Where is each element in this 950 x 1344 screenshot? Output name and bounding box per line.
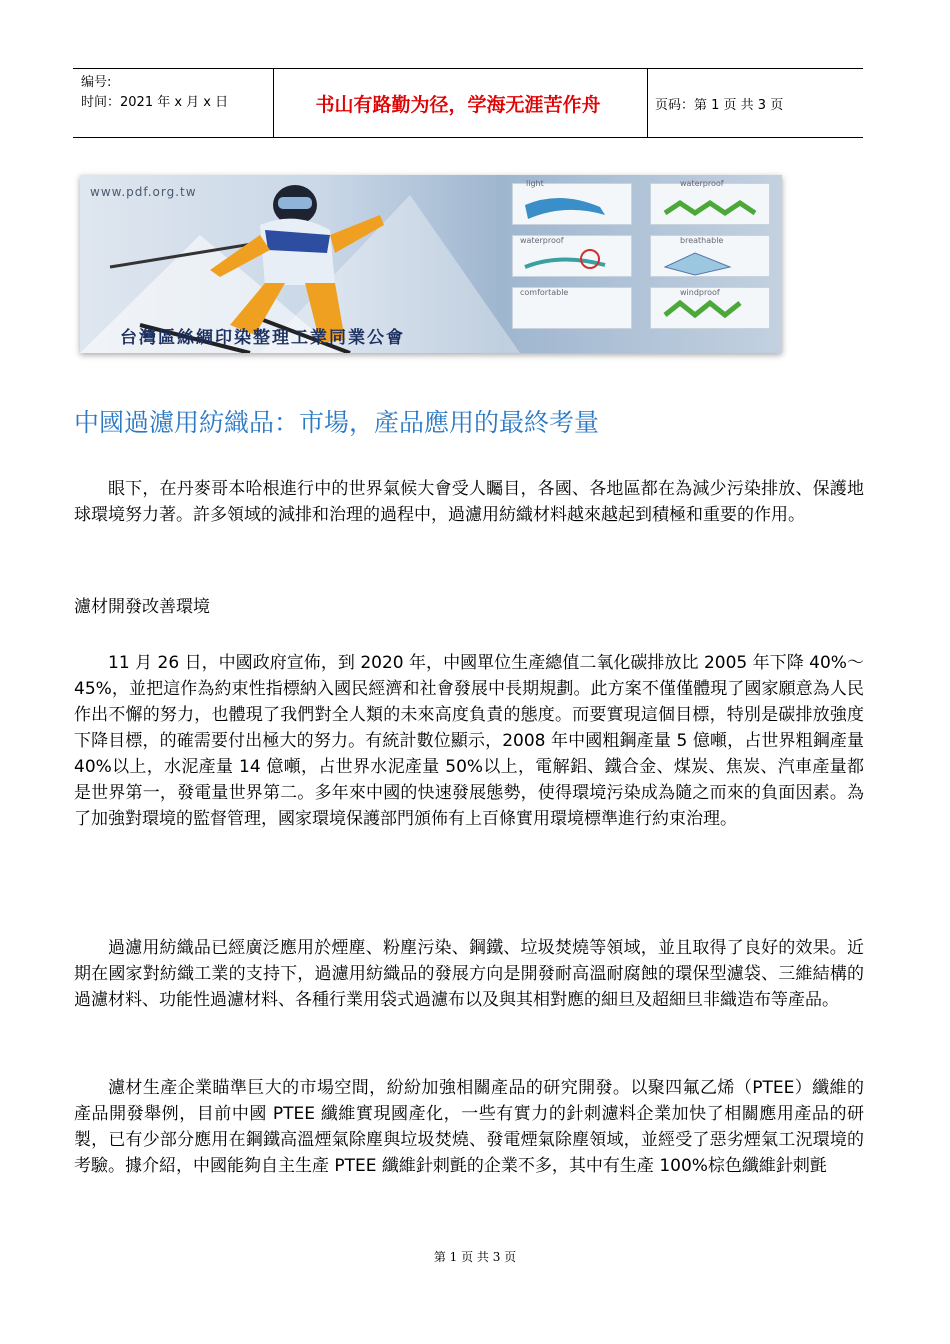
banner-organization-name: 台灣區絲綢印染整理工業同業公會 bbox=[120, 328, 405, 348]
paragraph-ptfe: 濾材生產企業瞄準巨大的市場空間，紛紛加強相關產品的研究開發。以聚四氟乙烯（PTEE）纖維的產品開發舉例，目前中國 PTEE 纖維實現國產化，一些有實力的針刺濾料企業加快了相關應用產品的研製，已有少部分應用在鋼鐵高溫煙氣除塵與垃圾焚燒、發電煙氣除塵領域，並經受了惡劣煙氣工況環境的考驗。據介紹，中國能夠自主生產 PTEE 纖維針刺氈的企業不多，其中有生產 100%棕色纖維針刺氈 bbox=[74, 1078, 864, 1176]
panel-label-waterproof-top: waterproof bbox=[680, 179, 724, 188]
article-title: 中國過濾用紡織品：市場，產品應用的最終考量 bbox=[74, 408, 600, 437]
header-meta bbox=[81, 73, 271, 113]
paragraph-applications: 過濾用紡織品已經廣泛應用於煙塵、粉塵污染、鋼鐵、垃圾焚燒等領域，並且取得了良好的效果。近期在國家對紡織工業的支持下，過濾用紡織品的發展方向是開發耐高溫耐腐蝕的環保型濾袋、三維結構的過濾材料、功能性過濾材料、各種行業用袋式過濾布以及與其相對應的細旦及超細旦非織造布等產品。 bbox=[74, 938, 864, 1010]
header-motto: 书山有路勤为径，学海无涯苦作舟 bbox=[315, 93, 601, 116]
panel-label-breathable: breathable bbox=[680, 236, 724, 245]
panel-label-comfortable: comfortable bbox=[520, 288, 569, 297]
panel-label-windproof: windproof bbox=[680, 288, 720, 297]
time-label: 时间：2021 年 x 月 x 日 bbox=[81, 95, 229, 110]
number-label: 编号: bbox=[81, 75, 112, 90]
header-page-info: 页码：第 1 页 共 3 页 bbox=[655, 97, 784, 113]
page-footer: 第 1 页 共 3 页 bbox=[433, 1250, 517, 1264]
panel-label-waterproof: waterproof bbox=[520, 236, 564, 245]
panel-label-light: light bbox=[526, 179, 544, 188]
document-header bbox=[73, 68, 863, 138]
banner-image bbox=[80, 175, 782, 353]
header-divider bbox=[647, 69, 648, 137]
paragraph-intro: 眼下，在丹麥哥本哈根進行中的世界氣候大會受人矚目，各國、各地區都在為減少污染排放、保護地球環境努力著。許多領域的減排和治理的過程中，過濾用紡織材料越來越起到積極和重要的作用。 bbox=[74, 479, 864, 525]
header-divider bbox=[273, 69, 274, 137]
banner-url: www.pdf.org.tw bbox=[90, 185, 197, 199]
paragraph-policy: 11 月 26 日，中國政府宣佈，到 2020 年，中國單位生產總值二氧化碳排放比 2005 年下降 40%～45%，並把這作為約束性指標納入國民經濟和社會發展中長期規劃。此方案不僅僅體現了國家願意為人民作出不懈的努力，也體現了我們對全人類的未來高度負責的態度。而要實現這個目標，特別是碳排放強度下降目標，的確需要付出極大的努力。有統計數位顯示，2008 年中國粗鋼產量 5 億噸，占世界粗鋼產量 40%以上，水泥產量 14 億噸，占世界水泥產量 50%以上，電解鋁、鐵合金、煤炭、焦炭、汽車產量都是世界第一，發電量世界第二。多年來中國的快速發展態勢，使得環境污染成為隨之而來的負面因素。為了加強對環境的監督管理，國家環境保護部門頒佈有上百條實用環境標準進行約束治理。 bbox=[74, 653, 864, 829]
section-subheading: 濾材開發改善環境 bbox=[74, 597, 210, 617]
